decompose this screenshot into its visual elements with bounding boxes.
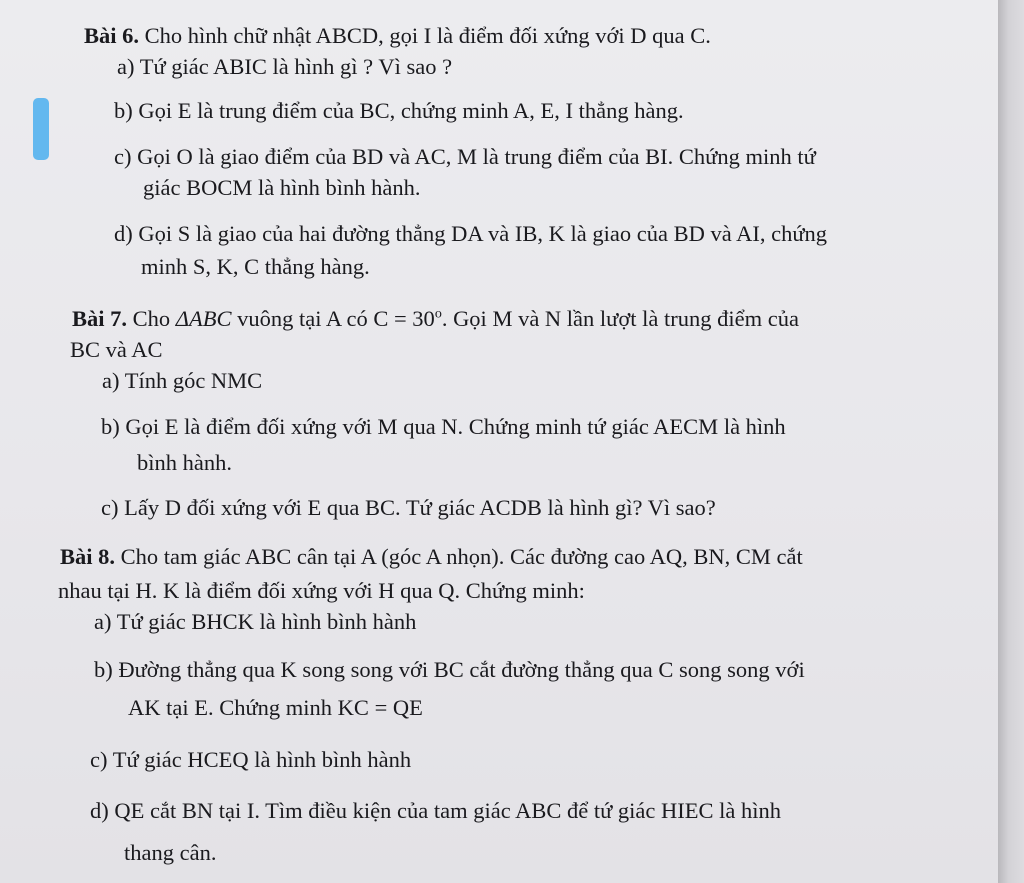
highlighter-mark — [33, 98, 49, 160]
bai8-question-b-line2: AK tại E. Chứng minh KC = QE — [128, 695, 423, 720]
degree-sign: o — [434, 306, 442, 322]
bai8-title: Bài 8. — [60, 544, 116, 569]
bai7-question-a: a) Tính góc NMC — [102, 368, 263, 393]
bai8-intro: Cho tam giác ABC cân tại A (góc A nhọn). Các đường cao AQ, BN, CM cắt — [115, 544, 803, 569]
bai6-title: Bài 6. — [84, 23, 140, 48]
bai8-question-a: a) Tứ giác BHCK là hình bình hành — [94, 609, 417, 634]
bai6-question-d-line2: minh S, K, C thẳng hàng. — [141, 254, 370, 279]
bai8-question-c: c) Tứ giác HCEQ là hình bình hành — [90, 747, 412, 772]
bai7-intro-part3: . Gọi M và N lần lượt là trung điểm của — [441, 306, 799, 331]
bai8-intro-line2: nhau tại H. K là điểm đối xứng với H qua Q. Chứng minh: — [58, 578, 585, 603]
bai6-heading — [84, 22, 711, 50]
bai8-heading — [60, 543, 803, 571]
triangle-abc: ΔABC — [175, 306, 232, 331]
bai7-intro-part2: vuông tại A có — [231, 306, 374, 331]
bai7-question-b-line1: b) Gọi E là điểm đối xứng với M qua N. Chứng minh tứ giác AECM là hình — [101, 414, 786, 439]
bai8-question-d-line1: d) QE cắt BN tại I. Tìm điều kiện của tam giác ABC để tứ giác HIEC là hình — [90, 798, 781, 823]
bai7-title: Bài 7. — [72, 306, 128, 331]
bai7-intro-part1: Cho — [127, 306, 176, 331]
bai8-question-b-line1: b) Đường thẳng qua K song song với BC cắt đường thẳng qua C song song với — [94, 657, 805, 682]
bai7-question-b-line2: bình hành. — [137, 450, 232, 475]
bai6-question-c-line2: giác BOCM là hình bình hành. — [143, 175, 421, 200]
angle-c-value: C = 30 — [373, 306, 435, 331]
page-edge-shadow — [998, 0, 1024, 883]
bai7-heading — [72, 305, 799, 333]
bai7-intro-line2: BC và AC — [70, 337, 163, 362]
bai6-question-c-line1: c) Gọi O là giao điểm của BD và AC, M là trung điểm của BI. Chứng minh tứ — [114, 144, 816, 169]
bai6-question-d-line1: d) Gọi S là giao của hai đường thẳng DA và IB, K là giao của BD và AI, chứng — [114, 221, 828, 246]
bai6-question-a: a) Tứ giác ABIC là hình gì ? Vì sao ? — [117, 54, 453, 79]
bai6-question-b: b) Gọi E là trung điểm của BC, chứng minh A, E, I thẳng hàng. — [114, 98, 684, 123]
bai8-question-d-line2: thang cân. — [124, 840, 217, 865]
bai7-question-c: c) Lấy D đối xứng với E qua BC. Tứ giác ACDB là hình gì? Vì sao? — [101, 495, 716, 520]
bai6-intro: Cho hình chữ nhật ABCD, gọi I là điểm đối xứng với D qua C. — [139, 23, 711, 48]
